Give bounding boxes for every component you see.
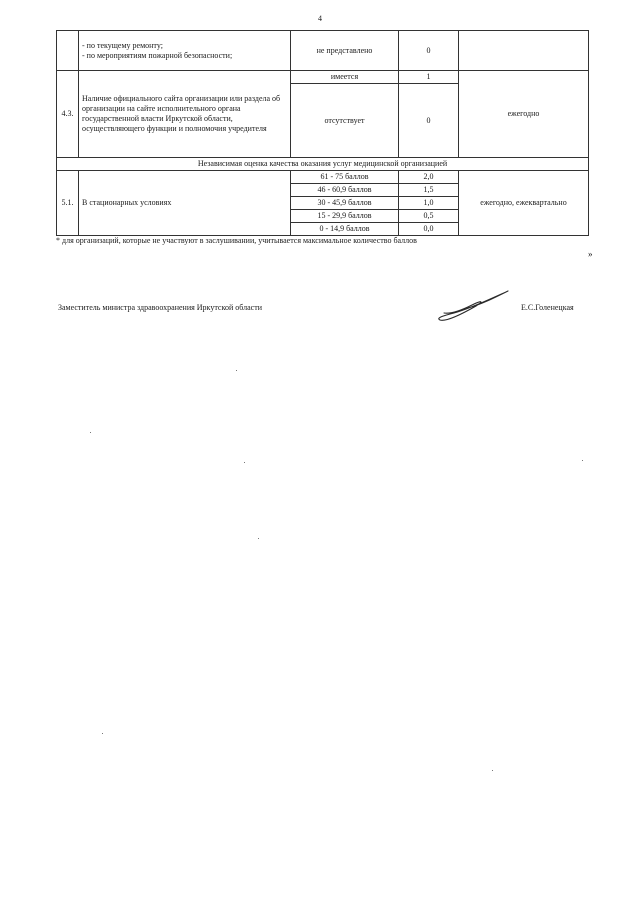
- table-row-4-3: [57, 71, 589, 84]
- value-cell: 30 - 45,9 баллов: [291, 197, 399, 210]
- section-header-row: [57, 158, 589, 171]
- frequency-cell: ежегодно, ежеквартально: [459, 171, 589, 236]
- signatory-name: Е.С.Голенецкая: [521, 303, 574, 312]
- score-cell: 0: [399, 84, 459, 158]
- frequency-cell: ежегодно: [459, 71, 589, 158]
- scan-speck: [244, 462, 245, 463]
- score-cell: 0,0: [399, 223, 459, 236]
- criteria-line: - по текущему ремонту;: [82, 40, 163, 50]
- handwritten-signature: [432, 288, 512, 324]
- footnote: * для организаций, которые не участвуют в заслушивании, учитывается максимальное количество баллов: [56, 236, 417, 245]
- scan-speck: [102, 733, 103, 734]
- frequency-cell: [459, 31, 589, 71]
- signatory-title: Заместитель министра здравоохранения Иркутской области: [58, 303, 262, 312]
- value-cell: 61 - 75 баллов: [291, 171, 399, 184]
- row-number-cell: [57, 31, 79, 71]
- closing-quote: »: [588, 249, 593, 259]
- criteria-table: [56, 30, 589, 236]
- score-cell: 2,0: [399, 171, 459, 184]
- row-number-cell: 4.3.: [57, 71, 79, 158]
- table-row-continued: [57, 31, 589, 71]
- score-cell: 1: [399, 71, 459, 84]
- score-cell: 0,5: [399, 210, 459, 223]
- score-cell: 0: [399, 31, 459, 71]
- criteria-cell: В стационарных условиях: [79, 171, 291, 236]
- scan-speck: [236, 370, 237, 371]
- value-cell: отсутствует: [291, 84, 399, 158]
- scan-speck: [492, 770, 493, 771]
- page-number: 4: [318, 14, 322, 23]
- criteria-cell: Наличие официального сайта организации или раздела об организации на сайте исполнительного органа государственной власти Иркутской области, осуществляющего функции и полномочия учредителя: [79, 71, 291, 158]
- scan-speck: [582, 460, 583, 461]
- criteria-line: - по мероприятиям пожарной безопасности;: [82, 50, 233, 60]
- section-title: Независимая оценка качества оказания услуг медицинской организацией: [57, 158, 589, 171]
- table-row-5-1: [57, 171, 589, 184]
- value-cell: не представлено: [291, 31, 399, 71]
- value-cell: 46 - 60,9 баллов: [291, 184, 399, 197]
- row-number-cell: 5.1.: [57, 171, 79, 236]
- scan-speck: [258, 538, 259, 539]
- value-cell: 15 - 29,9 баллов: [291, 210, 399, 223]
- scan-speck: [90, 432, 91, 433]
- score-cell: 1,5: [399, 184, 459, 197]
- criteria-cell: [79, 31, 291, 71]
- score-cell: 1,0: [399, 197, 459, 210]
- value-cell: имеется: [291, 71, 399, 84]
- value-cell: 0 - 14,9 баллов: [291, 223, 399, 236]
